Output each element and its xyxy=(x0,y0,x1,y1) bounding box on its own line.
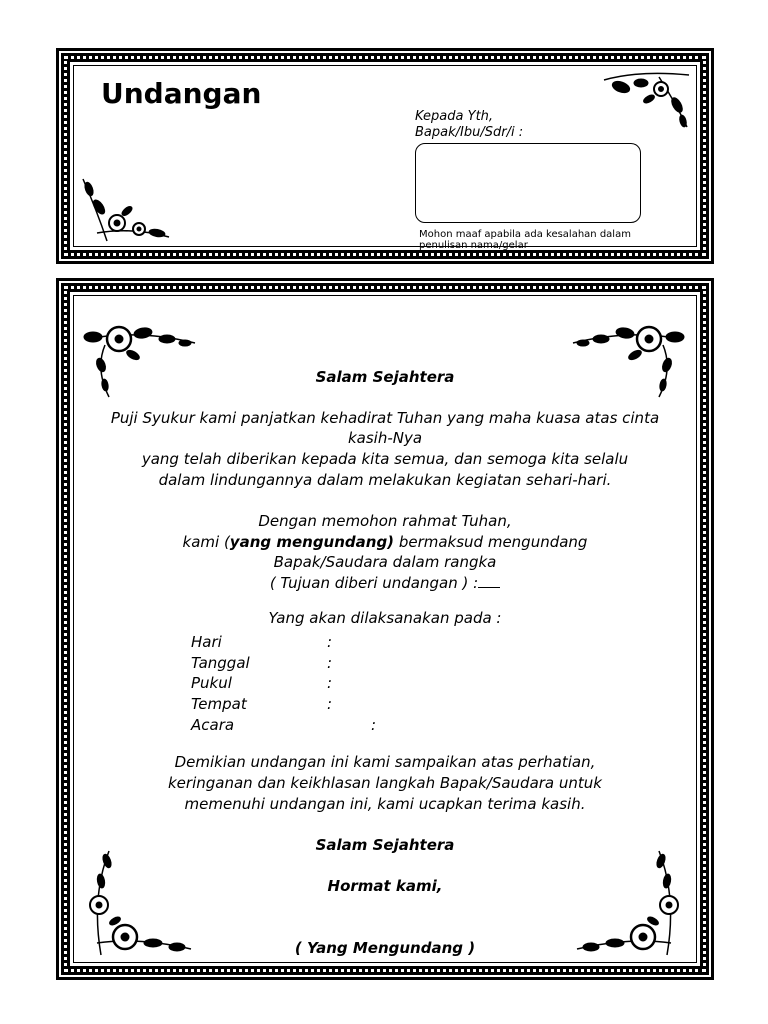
schedule-label-tempat: Tempat xyxy=(191,695,247,713)
closing-line-3: memenuhi undangan ini, kami ucapkan terima kasih. xyxy=(184,795,586,813)
schedule-label-acara: Acara xyxy=(191,716,235,734)
flower-corner-top-right-icon xyxy=(599,65,695,135)
flower-corner-bottom-left-icon xyxy=(77,171,173,247)
para2-line-1: Dengan memohon rahmat Tuhan, xyxy=(258,512,512,530)
para2-line-3: Bapak/Saudara dalam rangka xyxy=(273,553,497,571)
para1-line-3: yang telah diberikan kepada kita semua, dan semoga kita selalu xyxy=(141,450,629,468)
purpose-blank-line xyxy=(478,573,500,588)
envelope-title: Undangan xyxy=(101,77,262,110)
para1-line-1: Puji Syukur kami panjatkan kehadirat Tuhan yang maha kuasa atas cinta xyxy=(110,409,660,427)
para1-line-2: kasih-Nya xyxy=(347,429,423,447)
greeting-close: Salam Sejahtera xyxy=(315,836,455,854)
recipient-line-2: Bapak/Ibu/Sdr/i : xyxy=(415,125,524,140)
para2-line-4 xyxy=(59,573,711,593)
signature-placeholder: ( Yang Mengundang ) xyxy=(294,939,476,957)
para2-line-2-post: bermaksud mengundang xyxy=(394,533,588,551)
purpose-placeholder: ( Tujuan diberi undangan ) : xyxy=(269,574,479,592)
regards: Hormat kami, xyxy=(327,877,443,895)
greeting-open: Salam Sejahtera xyxy=(315,368,455,386)
schedule-sep-hari: : xyxy=(327,633,333,651)
schedule-sep-acara: : xyxy=(371,716,377,734)
recipient-label xyxy=(415,109,523,141)
letter-card xyxy=(56,278,714,980)
closing-line-2: keringanan dan keikhlasan langkah Bapak/Saudara untuk xyxy=(168,774,602,792)
flower-corner-top-right-icon xyxy=(569,309,689,401)
recipient-name-box xyxy=(415,143,641,223)
schedule-intro: Yang akan dilaksanakan pada : xyxy=(268,609,502,627)
apology-note: Mohon maaf apabila ada kesalahan dalam penulisan nama/gelar xyxy=(419,229,631,251)
para2-line-2-pre: kami ( xyxy=(182,533,230,551)
schedule-sep-tanggal: : xyxy=(327,654,333,672)
schedule-sep-tempat: : xyxy=(327,695,333,713)
schedule-label-pukul: Pukul xyxy=(191,674,232,692)
para1-line-4: dalam lindungannya dalam melakukan kegiatan sehari-hari. xyxy=(158,471,612,489)
inviter-placeholder: yang mengundang) xyxy=(229,533,395,551)
schedule-sep-pukul: : xyxy=(327,674,333,692)
schedule-label-hari: Hari xyxy=(191,633,222,651)
closing-line-1: Demikian undangan ini kami sampaikan atas perhatian, xyxy=(174,753,596,771)
para2-line-2 xyxy=(59,532,711,552)
recipient-line-1: Kepada Yth, xyxy=(415,109,494,124)
envelope-card xyxy=(56,48,714,264)
flower-corner-top-left-icon xyxy=(79,309,199,401)
schedule-label-tanggal: Tanggal xyxy=(191,654,250,672)
